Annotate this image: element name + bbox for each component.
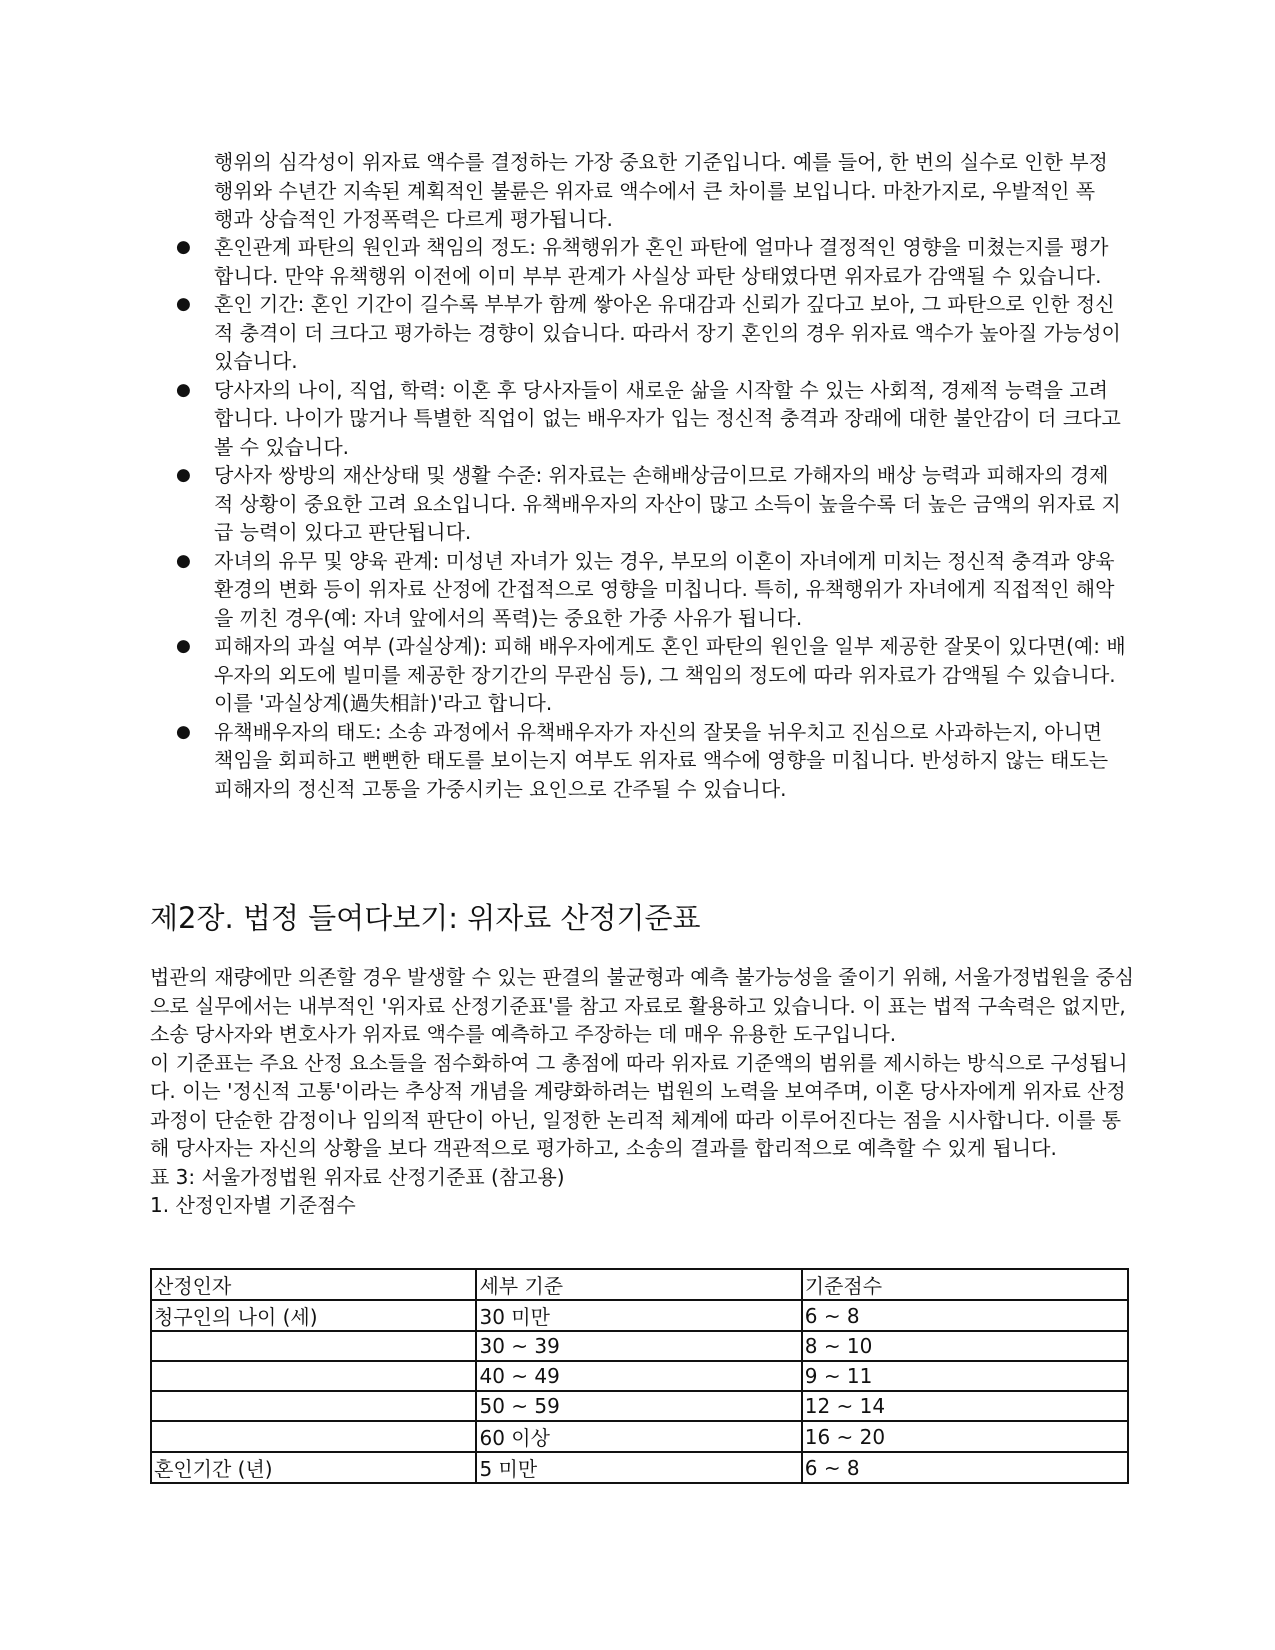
table-cell	[151, 1391, 476, 1421]
table-cell: 60 이상	[476, 1421, 801, 1452]
table-cell: 9 ~ 11	[802, 1361, 1128, 1391]
list-item-text: 혼인관계 파탄의 원인과 책임의 정도: 유책행위가 혼인 파탄에 얼마나 결정적인 영향을 미쳤는지를 평가합니다. 만약 유책행위 이전에 이미 부부 관계가 사실상 파탄 상태였다면 위자료가 감액될 수 있습니다.	[214, 235, 1109, 288]
list-item-text: 당사자의 나이, 직업, 학력: 이혼 후 당사자들이 새로운 삶을 시작할 수 있는 사회적, 경제적 능력을 고려합니다. 나이가 많거나 특별한 직업이 없는 배우자가 입는 정신적 충격과 장래에 대한 불안감이 더 크다고 볼 수 있습니다.	[214, 377, 1121, 459]
table-cell: 8 ~ 10	[802, 1331, 1128, 1361]
list-item-text: 당사자 쌍방의 재산상태 및 생활 수준: 위자료는 손해배상금이므로 가해자의 배상 능력과 피해자의 경제적 상황이 중요한 고려 요소입니다. 유책배우자의 자산이 많고 소득이 높을수록 더 높은 금액의 위자료 지급 능력이 있다고 판단됩니다.	[214, 463, 1121, 544]
table-cell: 5 미만	[476, 1452, 801, 1483]
table-cell: 청구인의 나이 (세)	[151, 1300, 476, 1331]
bullet-icon: ●	[176, 294, 191, 314]
bullet-icon: ●	[176, 465, 191, 485]
paragraph: 법관의 재량에만 의존할 경우 발생할 수 있는 판결의 불균형과 예측 불가능성을 줄이기 위해, 서울가정법원을 중심으로 실무에서는 내부적인 '위자료 산정기준표'를 참고 자료로 활용하고 있습니다. 이 표는 법적 구속력은 없지만, 소송 당사자와 변호사가 위자료 액수를 예측하고 주장하는 데 매우 유용한 도구입니다.	[150, 965, 1135, 1046]
factor-list	[176, 233, 1126, 803]
table-caption: 표 3: 서울가정법원 위자료 산정기준표 (참고용)	[150, 1164, 565, 1189]
list-item-text: 자녀의 유무 및 양육 관계: 미성년 자녀가 있는 경우, 부모의 이혼이 자녀에게 미치는 정신적 충격과 양육 환경의 변화 등이 위자료 산정에 간접적으로 영향을 미칩니다. 특히, 유책행위가 자녀에게 직접적인 해악을 끼친 경우(예: 자녀 앞에서의 폭력)는 중요한 가중 사유가 됩니다.	[214, 548, 1115, 630]
list-item	[176, 290, 1126, 376]
list-item	[176, 547, 1126, 633]
chapter-body	[150, 963, 1135, 1220]
bullet-icon: ●	[176, 379, 191, 400]
table-header-cell: 산정인자	[151, 1269, 476, 1300]
list-item	[176, 376, 1126, 462]
table-cell: 30 미만	[476, 1300, 801, 1331]
table-header-cell: 기준점수	[802, 1269, 1128, 1300]
table-cell: 30 ~ 39	[476, 1331, 801, 1361]
bullet-icon: ●	[176, 721, 191, 742]
table-row	[151, 1452, 1128, 1483]
table-row	[151, 1361, 1128, 1391]
table-cell	[151, 1331, 476, 1361]
table-cell	[151, 1421, 476, 1452]
bullet-icon: ●	[176, 237, 191, 257]
table-row	[151, 1421, 1128, 1452]
table-cell: 12 ~ 14	[802, 1391, 1128, 1421]
list-item	[176, 233, 1126, 290]
table-cell: 6 ~ 8	[802, 1300, 1128, 1331]
chapter-heading: 제2장. 법정 들여다보기: 위자료 산정기준표	[150, 901, 701, 935]
list-item	[176, 461, 1126, 547]
list-item	[176, 632, 1126, 718]
list-item-text: 혼인 기간: 혼인 기간이 길수록 부부가 함께 쌓아온 유대감과 신뢰가 깊다고 보아, 그 파탄으로 인한 정신적 충격이 더 크다고 평가하는 경향이 있습니다. 따라서 장기 혼인의 경우 위자료 액수가 높아질 가능성이 있습니다.	[214, 292, 1121, 373]
table-cell: 16 ~ 20	[802, 1421, 1128, 1452]
table-cell	[151, 1361, 476, 1391]
table-header-row	[151, 1269, 1128, 1300]
bullet-icon: ●	[176, 550, 191, 571]
table-cell: 6 ~ 8	[802, 1452, 1128, 1483]
table-subtitle: 1. 산정인자별 기준점수	[150, 1193, 356, 1217]
score-table	[150, 1268, 1129, 1484]
table-row	[151, 1331, 1128, 1361]
table-row	[151, 1300, 1128, 1331]
list-item-text: 피해자의 과실 여부 (과실상계): 피해 배우자에게도 혼인 파탄의 원인을 일부 제공한 잘못이 있다면(예: 배우자의 외도에 빌미를 제공한 장기간의 무관심 등), 그 책임의 정도에 따라 위자료가 감액될 수 있습니다. 이를 '과실상계(過失相計)'라고 합니다.	[214, 634, 1126, 715]
bullet-icon: ●	[176, 636, 191, 656]
table-cell: 혼인기간 (년)	[151, 1452, 476, 1483]
list-item-text: 유책배우자의 태도: 소송 과정에서 유책배우자가 자신의 잘못을 뉘우치고 진심으로 사과하는지, 아니면 책임을 회피하고 뻔뻔한 태도를 보이는지 여부도 위자료 액수에 영향을 미칩니다. 반성하지 않는 태도는 피해자의 정신적 고통을 가중시키는 요인으로 간주될 수 있습니다.	[214, 719, 1109, 801]
intro-paragraph: 행위의 심각성이 위자료 액수를 결정하는 가장 중요한 기준입니다. 예를 들어, 한 번의 실수로 인한 부정행위와 수년간 지속된 계획적인 불륜은 위자료 액수에서 큰 차이를 보입니다. 마찬가지로, 우발적인 폭행과 상습적인 가정폭력은 다르게 평가됩니다.	[214, 150, 1108, 231]
list-item	[176, 718, 1126, 804]
table-cell: 40 ~ 49	[476, 1361, 801, 1391]
table-row	[151, 1391, 1128, 1421]
paragraph: 이 기준표는 주요 산정 요소들을 점수화하여 그 총점에 따라 위자료 기준액의 범위를 제시하는 방식으로 구성됩니다. 이는 '정신적 고통'이라는 추상적 개념을 계량화하려는 법원의 노력을 보여주며, 이혼 당사자에게 위자료 산정 과정이 단순한 감정이나 임의적 판단이 아닌, 일정한 논리적 체계에 따라 이루어진다는 점을 시사합니다. 이를 통해 당사자는 자신의 상황을 보다 객관적으로 평가하고, 소송의 결과를 합리적으로 예측할 수 있게 됩니다.	[150, 1050, 1128, 1160]
table-cell: 50 ~ 59	[476, 1391, 801, 1421]
table-header-cell: 세부 기준	[476, 1269, 801, 1300]
